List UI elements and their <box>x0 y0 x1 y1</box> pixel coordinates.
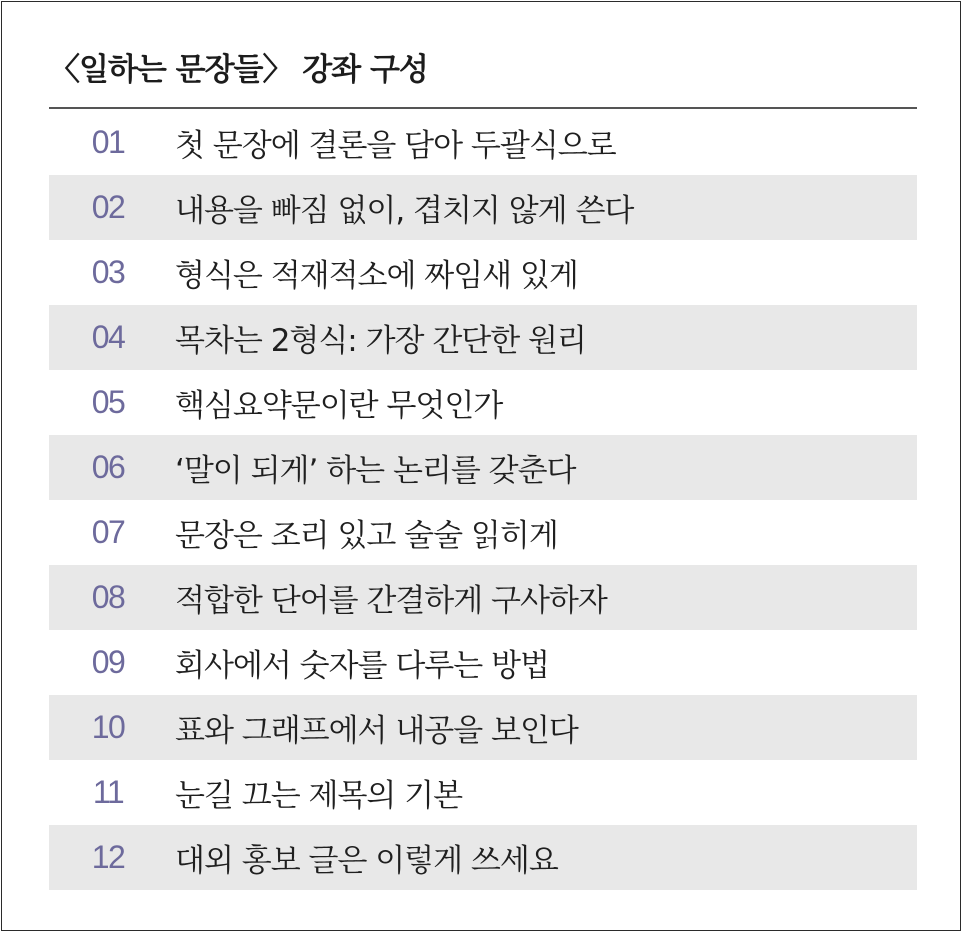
course-list <box>49 110 917 890</box>
item-number: 06 <box>91 449 125 485</box>
list-item <box>49 370 917 435</box>
list-item <box>49 110 917 175</box>
list-item <box>49 565 917 630</box>
item-title: ‘말이 되게’ 하는 논리를 갖춘다 <box>175 453 576 489</box>
item-title: 내용을 빠짐 없이, 겹치지 않게 쓴다 <box>175 193 634 229</box>
list-item <box>49 240 917 305</box>
item-title: 문장은 조리 있고 술술 읽히게 <box>175 518 558 554</box>
item-number: 03 <box>91 254 125 290</box>
list-item <box>49 760 917 825</box>
item-number: 10 <box>91 709 125 745</box>
item-number: 11 <box>92 774 124 810</box>
item-number: 12 <box>91 839 125 875</box>
item-title: 적합한 단어를 간결하게 구사하자 <box>175 583 607 619</box>
item-number: 02 <box>91 189 125 225</box>
list-item <box>49 825 917 890</box>
title-divider <box>49 107 917 109</box>
item-title: 첫 문장에 결론을 담아 두괄식으로 <box>175 128 616 164</box>
course-outline-panel <box>1 1 961 931</box>
item-number: 04 <box>91 319 125 355</box>
list-item <box>49 175 917 240</box>
item-title: 형식은 적재적소에 짜임새 있게 <box>175 258 578 294</box>
list-item <box>49 630 917 695</box>
item-number: 01 <box>91 124 125 160</box>
item-title: 눈길 끄는 제목의 기본 <box>175 778 463 814</box>
list-item <box>49 435 917 500</box>
item-title: 회사에서 숫자를 다루는 방법 <box>175 648 549 684</box>
list-item <box>49 500 917 565</box>
item-number: 08 <box>91 579 125 615</box>
item-number: 05 <box>91 384 125 420</box>
item-number: 07 <box>91 514 125 550</box>
item-title: 목차는 2형식: 가장 간단한 원리 <box>175 323 586 359</box>
page-title: 〈일하는 문장들〉 강좌 구성 <box>49 52 428 88</box>
item-title: 대외 홍보 글은 이렇게 쓰세요 <box>175 843 558 879</box>
item-number: 09 <box>91 644 125 680</box>
item-title: 표와 그래프에서 내공을 보인다 <box>175 713 578 749</box>
item-title: 핵심요약문이란 무엇인가 <box>175 388 503 424</box>
list-item <box>49 305 917 370</box>
list-item <box>49 695 917 760</box>
